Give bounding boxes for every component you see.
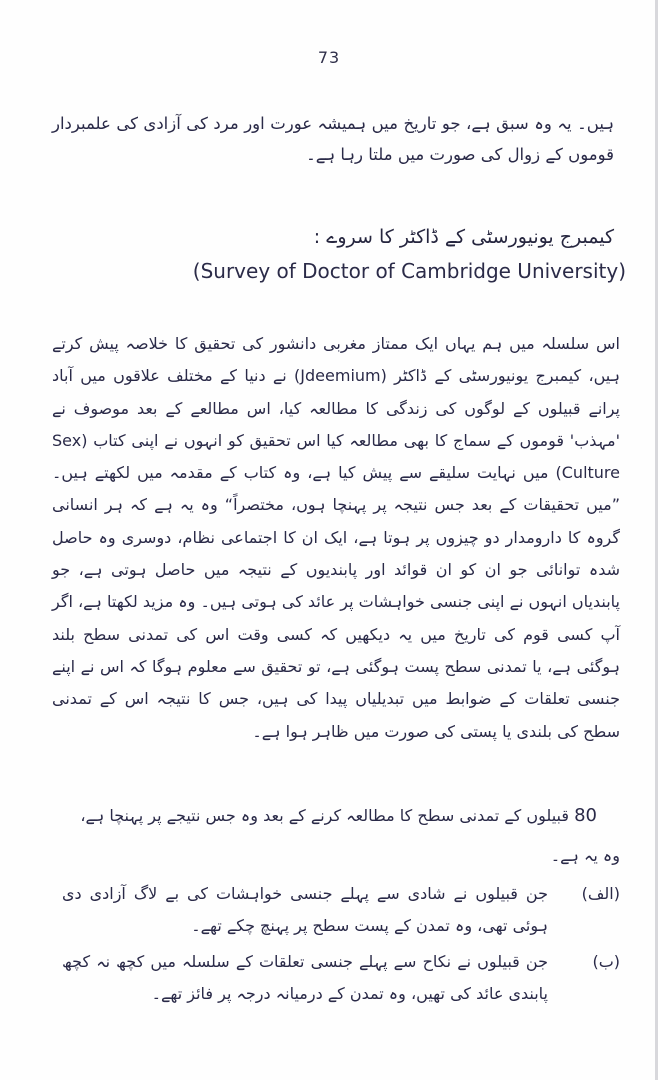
- stat-continuation: وہ یہ ہے۔: [550, 846, 620, 865]
- section-heading-english: (Survey of Doctor of Cambridge University): [192, 259, 626, 283]
- intro-paragraph: ہیں۔ یہ وہ سبق ہے، جو تاریخ میں ہمیشہ عورت اور مرد کی آزادی کی علمبردار قوموں کے زوال کی صورت میں ملتا رہا ہے۔: [52, 114, 614, 164]
- list-item: [62, 878, 620, 948]
- list-marker: (الف): [581, 884, 620, 903]
- list-marker: (ب): [592, 952, 620, 971]
- stat-number: 80: [574, 805, 597, 826]
- stat-line: [52, 800, 597, 832]
- body-paragraph: اس سلسلہ میں ہم یہاں ایک ممتاز مغربی دانشور کی تحقیق کا خلاصہ پیش کرتے ہیں، کیمبرج یونیورسٹی کے ڈاکٹر (Jdeemium) نے دنیا کے مختلف علاقوں میں آباد پرانے قبیلوں کے لوگوں کی زندگی کا مطالعہ کیا، اس مطالعے کے بعد موصوف نے 'مہذب' قوموں کے سماج کا بھی مطالعہ کیا اس تحقیق کو انہوں نے اپنی کتاب (Sex Culture) میں نہایت سلیقے سے پیش کیا ہے، وہ کتاب کے مقدمہ میں لکھتے ہیں۔ ”میں تحقیقات کے بعد جس نتیجہ پر پہنچا ہوں، مختصراً“ وہ یہ ہے کہ ہر انسانی گروہ کا دارومدار دو چیزوں پر ہوتا ہے، ایک ان کا اجتماعی نظام، دوسری وہ حاصل شدہ توانائی جو ان کو ان قوائد اور پابندیوں کے نتیجہ میں حاصل ہوتی ہے، جو پابندیاں انہوں نے اپنی جنسی خواہشات پر عائد کی ہوتی ہیں۔ وہ مزید لکھتا ہے، اگر آپ کسی قوم کی تاریخ میں یہ دیکھیں کہ کسی وقت اس کی تمدنی سطح بلند ہوگئی ہے، یا تمدنی سطح پست ہوگئی ہے، تو تحقیق سے معلوم ہوگا کہ اس نے اپنے جنسی تعلقات کے ضوابط میں تبدیلیاں پیدا کی ہیں، جس کا نتیجہ اس کے تمدنی سطح کی بلندی یا پستی کی صورت میں ظاہر ہوا ہے۔: [52, 334, 621, 741]
- section-heading-urdu: کیمبرج یونیورسٹی کے ڈاکٹر کا سروے :: [313, 226, 614, 248]
- list-item-text: جن قبیلوں نے شادی سے پہلے جنسی خواہشات کی بے لاگ آزادی دی ہوئی تھی، وہ تمدن کے پست سطح پر پہنچ چکے تھے۔: [62, 884, 548, 935]
- list-item-text: جن قبیلوں نے نکاح سے پہلے جنسی تعلقات کے سلسلہ میں کچھ نہ کچھ پابندی عائد کی تھیں، وہ تمدن کے درمیانہ درجہ پر فائز تھے۔: [62, 952, 548, 1003]
- list-item: [62, 946, 620, 1016]
- page-number: 73: [317, 48, 341, 67]
- stat-text: قبیلوں کے تمدنی سطح کا مطالعہ کرنے کے بعد وہ جس نتیجے پر پہنچا ہے،: [80, 806, 569, 825]
